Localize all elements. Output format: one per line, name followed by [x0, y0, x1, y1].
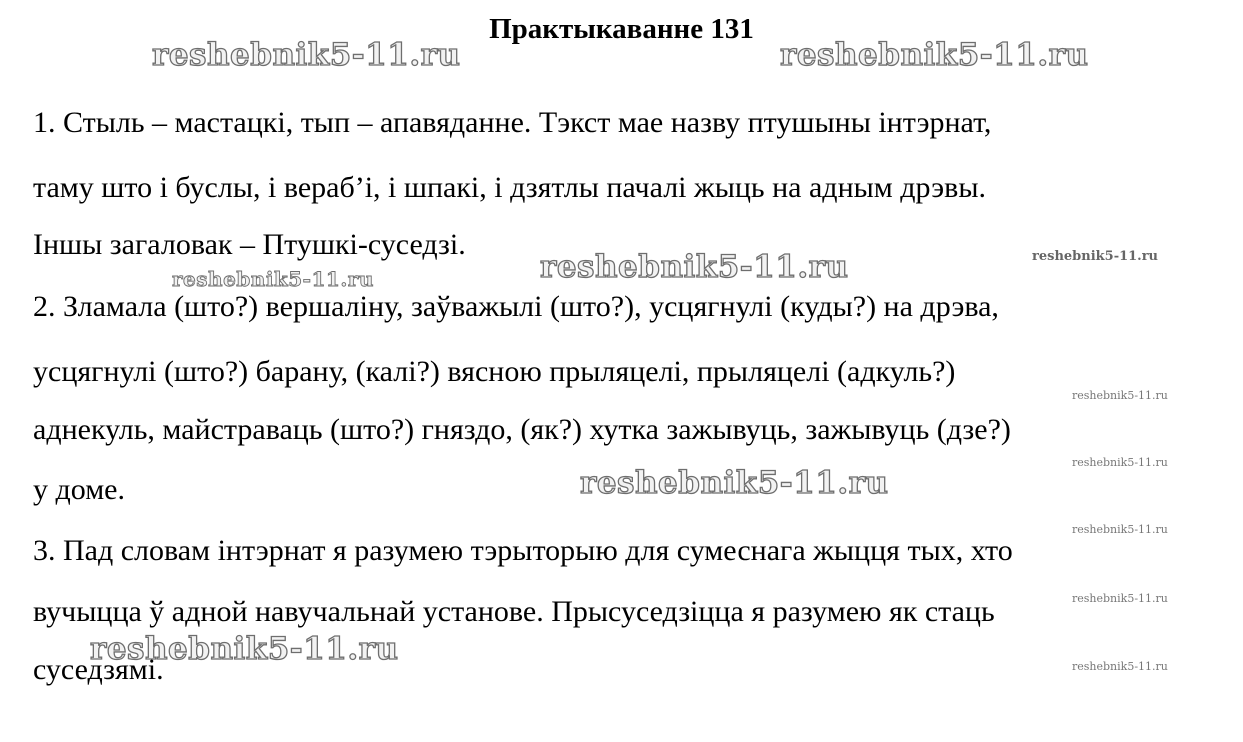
text-line: 3. Пад словам інтэрнат я разумею тэрыторыю для сумеснага жыцця тых, хто [33, 534, 1013, 567]
watermark-logo: reshebnik5-11.ru [1072, 660, 1168, 673]
watermark-logo: reshebnik5-11.ru [540, 249, 849, 285]
text-line: Іншы загаловак – Птушкі-суседзі. [33, 228, 466, 261]
watermark-logo: reshebnik5-11.ru [1072, 389, 1168, 402]
watermark-logo: reshebnik5-11.ru [1072, 456, 1168, 469]
text-line: таму што і буслы, і вераб’і, і шпакі, і дзятлы пачалі жыць на адным дрэвы. [33, 171, 986, 204]
text-line: 1. Стыль – мастацкі, тып – апавяданне. Тэкст мае назву птушыны інтэрнат, [33, 106, 992, 139]
watermark-logo: reshebnik5-11.ru [1032, 249, 1159, 264]
watermark-logo: reshebnik5-11.ru [90, 631, 399, 667]
text-line: вучыцца ў адной навучальнай установе. Прысуседзіцца я разумею як стаць [33, 595, 995, 628]
text-line: 2. Зламала (што?) вершаліну, заўважылі (што?), усцягнулі (куды?) на дрэва, [33, 290, 999, 323]
watermark-logo: reshebnik5-11.ru [1072, 523, 1168, 536]
page-title: Практыкаванне 131 [489, 13, 754, 45]
watermark-logo: reshebnik5-11.ru [152, 37, 461, 73]
watermark-logo: reshebnik5-11.ru [1072, 592, 1168, 605]
text-line: аднекуль, майстраваць (што?) гняздо, (як?) хутка зажывуць, зажывуць (дзе?) [33, 413, 1011, 446]
text-line: у доме. [33, 473, 125, 506]
watermark-logo: reshebnik5-11.ru [172, 267, 374, 291]
text-line: суседзямі. [33, 653, 164, 686]
text-line: усцягнулі (што?) барану, (калі?) вясною прыляцелі, прыляцелі (адкуль?) [33, 355, 956, 388]
watermark-logo: reshebnik5-11.ru [780, 37, 1089, 73]
watermark-logo: reshebnik5-11.ru [580, 465, 889, 501]
